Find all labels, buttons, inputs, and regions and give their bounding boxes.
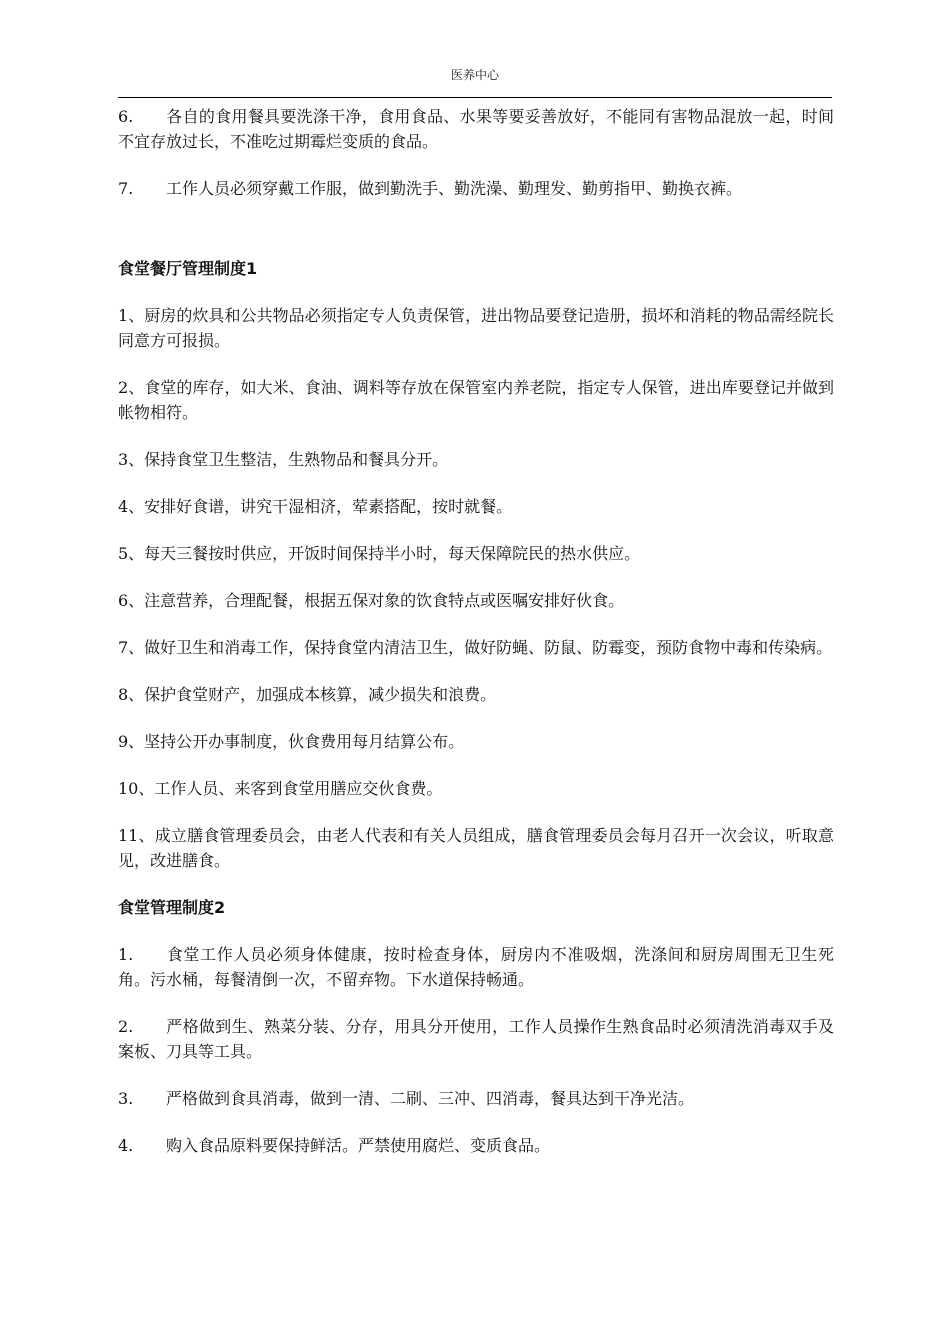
list-item: 2、食堂的库存，如大米、食油、调料等存放在保管室内养老院，指定专人保管，进出库要登记并做到帐物相符。 <box>118 378 834 422</box>
item-text: 严格做到食具消毒，做到一清、二刷、三冲、四消毒，餐具达到干净光洁。 <box>166 1089 695 1108</box>
item-number: 2. <box>118 1017 134 1036</box>
item-text: 购入食品原料要保持鲜活。严禁使用腐烂、变质食品。 <box>166 1136 551 1155</box>
header-rule <box>118 97 832 98</box>
list-item <box>118 176 834 201</box>
item-number: 3. <box>118 1089 134 1108</box>
list-item <box>118 942 834 992</box>
list-item: 8、保护食堂财产，加强成本核算，减少损失和浪费。 <box>118 685 497 704</box>
list-item: 5、每天三餐按时供应，开饭时间保持半小时，每天保障院民的热水供应。 <box>118 544 641 563</box>
item-number: 7. <box>118 179 134 198</box>
list-item: 7、做好卫生和消毒工作，保持食堂内清洁卫生，做好防蝇、防鼠、防霉变，预防食物中毒和传染病。 <box>118 638 833 657</box>
list-item <box>118 1133 834 1158</box>
section-title: 食堂管理制度2 <box>118 898 226 917</box>
item-text: 食堂工作人员必须身体健康，按时检查身体，厨房内不准吸烟，洗涤间和厨房周围无卫生死角。污水桶，每餐清倒一次，不留弃物。下水道保持畅通。 <box>118 945 834 989</box>
section-title: 食堂餐厅管理制度1 <box>118 259 258 278</box>
list-item <box>118 104 834 154</box>
item-text: 各自的食用餐具要洗涤干净，食用食品、水果等要妥善放好，不能同有害物品混放一起，时间不宜存放过长，不准吃过期霉烂变质的食品。 <box>118 107 834 151</box>
list-item: 6、注意营养，合理配餐，根据五保对象的饮食特点或医嘱安排好伙食。 <box>118 591 625 610</box>
list-item: 10、工作人员、来客到食堂用膳应交伙食费。 <box>118 779 443 798</box>
list-item <box>118 1014 834 1064</box>
list-item <box>118 1086 834 1111</box>
list-item: 9、坚持公开办事制度，伙食费用每月结算公布。 <box>118 732 465 751</box>
item-text: 严格做到生、熟菜分装、分存，用具分开使用，工作人员操作生熟食品时必须清洗消毒双手及案板、刀具等工具。 <box>118 1017 834 1061</box>
item-text: 工作人员必须穿戴工作服，做到勤洗手、勤洗澡、勤理发、勤剪指甲、勤换衣裤。 <box>166 179 743 198</box>
item-number: 4. <box>118 1136 134 1155</box>
item-number: 1. <box>118 945 134 964</box>
item-number: 6. <box>118 107 134 126</box>
list-item: 4、安排好食谱，讲究干湿相济，荤素搭配，按时就餐。 <box>118 497 513 516</box>
page-header: 医养中心 <box>450 68 499 82</box>
list-item: 3、保持食堂卫生整洁，生熟物品和餐具分开。 <box>118 450 449 469</box>
document-body <box>118 104 834 1158</box>
list-item: 1、厨房的炊具和公共物品必须指定专人负责保管，进出物品要登记造册，损坏和消耗的物品需经院长同意方可报损。 <box>118 306 834 350</box>
list-item: 11、成立膳食管理委员会，由老人代表和有关人员组成，膳食管理委员会每月召开一次会议，听取意见，改进膳食。 <box>118 826 834 870</box>
